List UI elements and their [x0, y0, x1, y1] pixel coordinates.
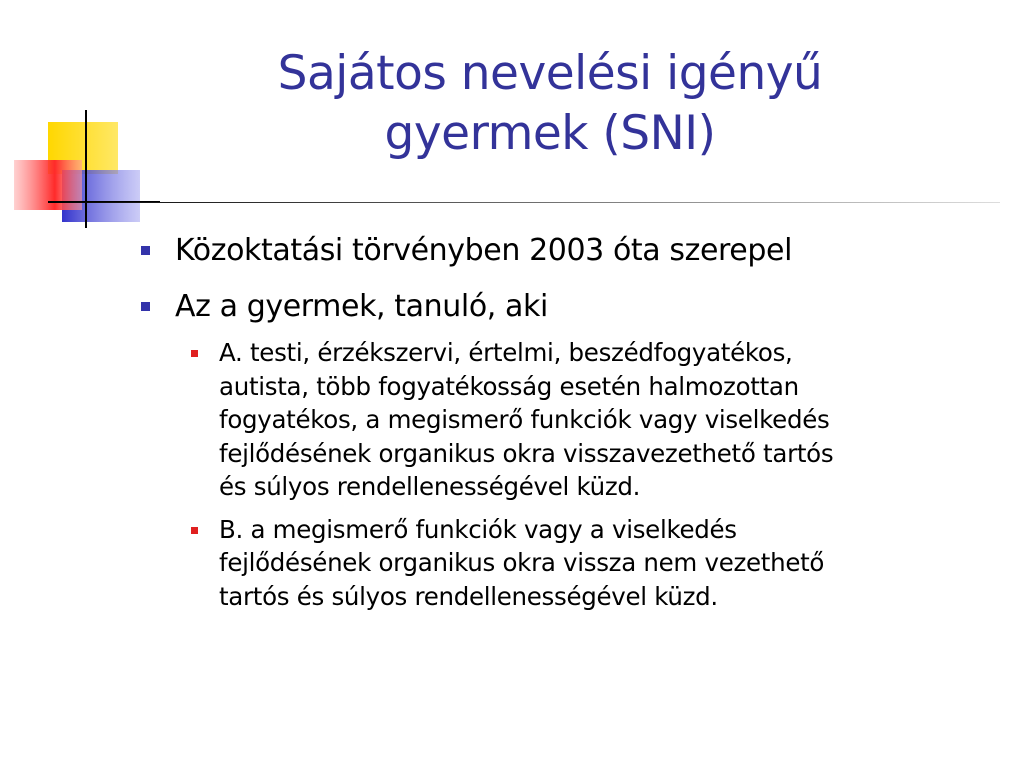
sub-bullet-line: és súlyos rendellenességével küzd.: [219, 472, 641, 501]
square-bullet-icon: [141, 302, 150, 311]
title-line-1: Sajátos nevelési igényű: [277, 46, 823, 101]
bullet-item: [135, 232, 1005, 270]
bullet-item: [135, 288, 1005, 613]
sub-bullet-line: fejlődésének organikus okra vissza nem vezethető: [219, 548, 825, 577]
bullet-text: Az a gyermek, tanuló, aki: [175, 289, 548, 324]
sub-bullet-line: fejlődésének organikus okra visszavezethető tartós: [219, 438, 834, 468]
sub-bullet-line: B. a megismerő funkciók vagy a viselkedés: [219, 514, 737, 544]
slide-title: [140, 44, 960, 164]
sub-bullet-line: fogyatékos, a megismerő funkciók vagy viselkedés: [219, 405, 830, 434]
bullet-list: [135, 232, 1005, 631]
title-line-2: gyermek (SNI): [384, 106, 716, 161]
sub-bullet-item: [173, 513, 1005, 614]
bullet-text: Közoktatási törvényben 2003 óta szerepel: [175, 233, 793, 268]
red-square-bullet-icon: [191, 350, 198, 357]
sub-bullet-line: autista, több fogyatékosság esetén halmozottan: [219, 371, 799, 401]
decorative-squares-logo: [0, 0, 160, 240]
sub-bullet-list: [173, 336, 1005, 613]
sub-bullet-line: tartós és súlyos rendellenességével küzd.: [219, 581, 718, 611]
red-square-bullet-icon: [191, 527, 198, 534]
square-bullet-icon: [141, 246, 150, 255]
sub-bullet-line: A. testi, érzékszervi, értelmi, beszédfogyatékos,: [219, 338, 793, 367]
title-underline: [50, 202, 1000, 203]
sub-bullet-item: [173, 336, 1005, 504]
